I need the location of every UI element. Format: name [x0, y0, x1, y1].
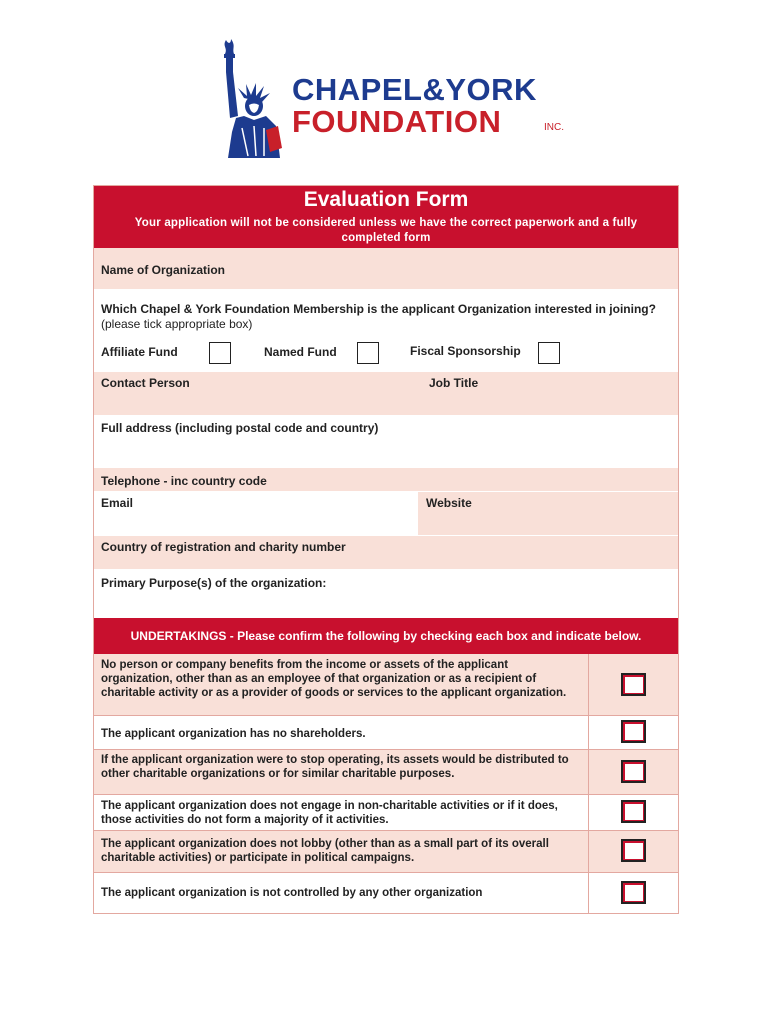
contact-person-label: Contact Person	[101, 376, 190, 390]
organization-name-field[interactable]	[94, 248, 678, 290]
country-registration-label: Country of registration and charity number	[101, 540, 346, 554]
email-field-box[interactable]	[94, 492, 418, 536]
email-label: Email	[101, 496, 134, 510]
telephone-label: Telephone - inc country code	[101, 474, 267, 488]
affiliate-fund-checkbox[interactable]	[209, 342, 231, 364]
form-title: Evaluation Form	[303, 188, 469, 211]
undertaking-text: No person or company benefits from the income or assets of the applicant organization, other than as an employee of that organization or as a recipient of charitable activity or as a provider of goods or services to the applicant organization.	[101, 659, 567, 699]
primary-purpose-label: Primary Purpose(s) of the organization:	[101, 576, 327, 590]
form-header	[94, 186, 678, 248]
organization-name-label: Name of Organization	[101, 263, 226, 277]
job-title-label: Job Title	[429, 376, 479, 390]
country-registration-field[interactable]	[94, 536, 678, 570]
undertaking-row	[94, 654, 678, 716]
named-fund-label: Named Fund	[264, 345, 337, 359]
undertaking-checkbox-5[interactable]	[621, 839, 646, 862]
undertaking-checkbox-3[interactable]	[621, 760, 646, 783]
undertaking-checkbox-6[interactable]	[621, 881, 646, 904]
fiscal-sponsorship-label: Fiscal Sponsorship	[410, 344, 521, 358]
website-label: Website	[426, 496, 472, 510]
undertaking-checkbox-4[interactable]	[621, 800, 646, 823]
contact-row	[94, 372, 678, 416]
membership-section	[94, 290, 678, 372]
full-address-field[interactable]	[94, 416, 678, 468]
undertaking-row	[94, 873, 678, 913]
form-subtitle: Your application will not be considered unless we have the correct paperwork and a fully completed form	[134, 217, 638, 244]
primary-purpose-field[interactable]	[94, 570, 678, 618]
statue-of-liberty-icon	[214, 36, 294, 160]
undertaking-row	[94, 795, 678, 831]
logo-inc: INC.	[544, 122, 564, 133]
named-fund-checkbox[interactable]	[357, 342, 379, 364]
undertaking-text: The applicant organization does not engage in non-charitable activities or if it does, those activities do not form a majority of it activities.	[101, 800, 558, 826]
undertaking-text: If the applicant organization were to stop operating, its assets would be distributed to other charitable organizations or for similar charitable purposes.	[101, 754, 569, 780]
undertaking-row	[94, 750, 678, 795]
undertaking-checkbox-1[interactable]	[621, 673, 646, 696]
fiscal-sponsorship-checkbox[interactable]	[538, 342, 560, 364]
email-website-row	[94, 492, 678, 536]
undertakings-heading: UNDERTAKINGS - Please confirm the following by checking each box and indicate below.	[94, 618, 678, 654]
logo-line2: FOUNDATION	[292, 104, 502, 139]
undertaking-text: The applicant organization is not controlled by any other organization	[101, 887, 483, 899]
undertaking-text: The applicant organization has no shareholders.	[101, 728, 366, 740]
foundation-logo	[214, 36, 594, 160]
full-address-label: Full address (including postal code and country)	[101, 421, 379, 435]
affiliate-fund-label: Affiliate Fund	[101, 345, 178, 359]
membership-question: Which Chapel & York Foundation Membership is the applicant Organization interested in joining? (please tick appropriate box)	[101, 302, 656, 331]
undertaking-row	[94, 831, 678, 873]
telephone-field[interactable]	[94, 468, 678, 492]
undertaking-row	[94, 716, 678, 750]
logo-line1: CHAPEL&YORK	[292, 72, 537, 107]
evaluation-form	[93, 185, 679, 914]
undertaking-checkbox-2[interactable]	[621, 720, 646, 743]
undertaking-text: The applicant organization does not lobby (other than as a small part of its overall charitable activities) or participate in political campaigns.	[101, 838, 549, 864]
